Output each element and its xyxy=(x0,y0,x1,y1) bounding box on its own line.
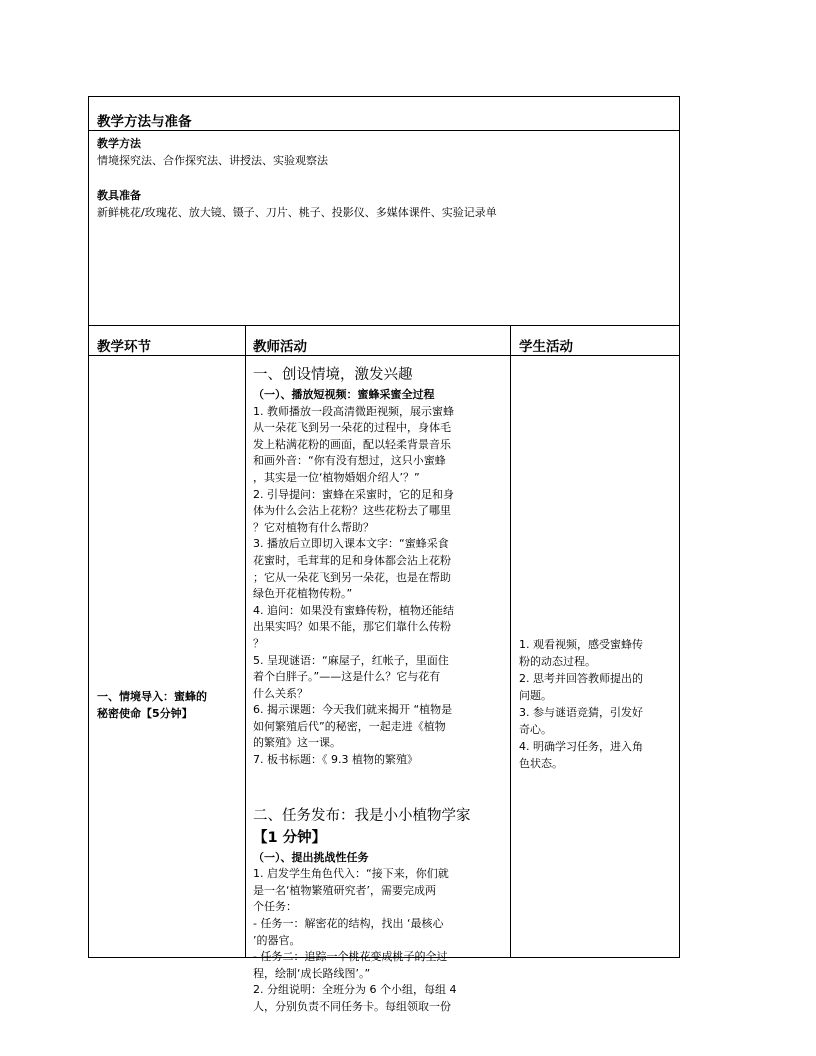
text-line: 从一朵花飞到另一朵花的过程中，身体毛 xyxy=(253,421,451,435)
text-line: 1. 启发学生角色代入：“接下来，你们就 xyxy=(253,867,449,881)
text-line: 如何繁殖后代”的秘密，一起走进《植物 xyxy=(253,719,446,733)
text-line: 是一名‘植物繁殖研究者’，需要完成两 xyxy=(253,883,436,897)
lesson-plan-table xyxy=(88,96,680,1013)
text-line: 出果实吗？如果不能，那它们靠什么传粉 xyxy=(253,620,451,634)
stage-cell xyxy=(97,688,245,722)
text-line: ；它从一朵花飞到另一朵花，也是在帮助 xyxy=(253,570,451,584)
column-header-stage: 教学环节 xyxy=(97,339,151,355)
text-line: 绿色开花植物传粉。” xyxy=(253,587,353,601)
text-line: ？它对植物有什么帮助？ xyxy=(253,520,374,534)
text-line: 奇心。 xyxy=(519,723,552,736)
text-line: 2. 引导提问：蜜蜂在采蜜时，它的足和身 xyxy=(253,487,454,501)
section-header xyxy=(89,97,679,131)
text-line: ’的器官。 xyxy=(253,933,301,947)
text-line: 体为什么会沾上花粉？这些花粉去了哪里 xyxy=(253,504,451,518)
text-line: 粉的动态过程。 xyxy=(519,655,596,668)
methods-text: 情境探究法、合作探究法、讲授法、实验观察法 xyxy=(97,154,328,167)
tools-heading: 教具准备 xyxy=(97,189,141,202)
text-line: 花蜜时，毛茸茸的足和身体都会沾上花粉 xyxy=(253,553,451,567)
text-line: 2. 分组说明：全班分为 6 个小组，每组 4 xyxy=(253,983,457,997)
tools-block xyxy=(97,187,497,221)
part2-title: 二、任务发布：我是小小植物学家 xyxy=(253,807,471,824)
text-line: 3. 播放后立即切入课本文字：“蜜蜂采食 xyxy=(253,537,449,551)
part1-lines xyxy=(253,404,501,769)
column-divider xyxy=(510,326,511,957)
part2-lines xyxy=(253,866,501,1015)
preparation-block xyxy=(89,131,679,326)
text-line: 的繁殖》这一课。 xyxy=(253,736,341,750)
text-line: 着个白胖子。”——这是什么？它与花有 xyxy=(253,670,441,684)
methods-heading: 教学方法 xyxy=(97,137,141,150)
teacher-activity-cell xyxy=(253,365,501,1016)
text-line: ，其实是一位‘植物婚姻介绍人’？” xyxy=(253,470,420,484)
text-line: - 任务一：解密花的结构，找出 ‘最核心 xyxy=(253,917,444,931)
part1-title: 一、创设情境，激发兴趣 xyxy=(253,367,413,383)
text-line: 4. 追问：如果没有蜜蜂传粉，植物还能结 xyxy=(253,603,454,617)
methods-block xyxy=(97,135,328,169)
text-line: 什么关系？ xyxy=(253,686,308,700)
text-line: 6. 揭示课题：今天我们就来揭开 “植物是 xyxy=(253,703,453,717)
text-line: ？ xyxy=(253,636,264,650)
column-header-row xyxy=(89,326,679,356)
text-line: 人，分别负责不同任务卡。每组领取一份 xyxy=(253,1000,451,1013)
section-title: 教学方法与准备 xyxy=(97,114,192,130)
part2-title-time: 【1 分钟】 xyxy=(253,829,327,846)
text-line: 5. 呈现谜语：“麻屋子，红帐子，里面住 xyxy=(253,653,449,667)
text-line: 1. 观看视频，感受蜜蜂传 xyxy=(519,638,643,651)
column-header-student: 学生活动 xyxy=(519,339,573,355)
text-line: 7. 板书标题：《 9.3 植物的繁殖》 xyxy=(253,753,418,767)
text-line: 4. 明确学习任务，进入角 xyxy=(519,740,643,753)
tools-text: 新鲜桃花/玫瑰花、放大镜、镊子、刀片、桃子、投影仪、多媒体课件、实验记录单 xyxy=(97,206,497,219)
stage-line: 一、情境导入：蜜蜂的 xyxy=(97,690,207,703)
column-header-teacher: 教师活动 xyxy=(253,339,307,355)
part2-subtitle: （一）、提出挑战性任务 xyxy=(253,850,369,864)
part1-subtitle: （一）、播放短视频：蜜蜂采蜜全过程 xyxy=(253,388,435,401)
text-line: 个任务： xyxy=(253,900,297,914)
text-line: - 任务二：追踪一个桃花变成桃子的全过 xyxy=(253,950,448,964)
text-line: 色状态。 xyxy=(519,757,563,770)
text-line: 3. 参与谜语竞猜，引发好 xyxy=(519,706,643,719)
text-line: 2. 思考并回答教师提出的 xyxy=(519,672,643,685)
text-line: 问题。 xyxy=(519,689,552,702)
text-line: 1. 教师播放一段高清微距视频，展示蜜蜂 xyxy=(253,404,454,418)
stage-line: 秘密使命【5分钟】 xyxy=(97,707,193,720)
text-line: 和画外音：“你有没有想过，这只小蜜蜂 xyxy=(253,454,446,468)
text-line: 程，绘制‘成长路线图’。” xyxy=(253,966,371,980)
text-line: 发上粘满花粉的画面，配以轻柔背景音乐 xyxy=(253,437,451,451)
student-activity-cell xyxy=(519,636,675,772)
column-divider xyxy=(245,326,246,957)
